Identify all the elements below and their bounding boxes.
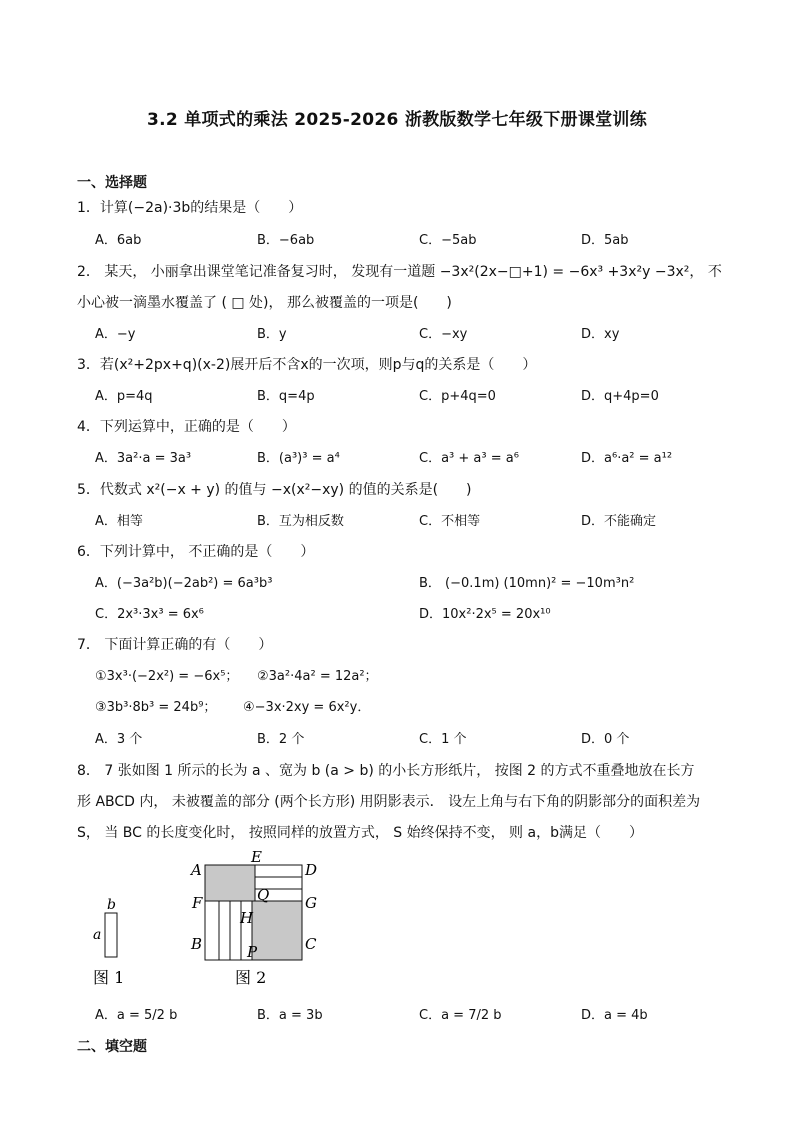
q7-option-b[interactable]: B．2 个 (257, 732, 305, 747)
question-7-items-row-1 (95, 665, 775, 685)
question-4: 4．下列运算中，正确的是（ ） (77, 419, 296, 435)
question-8-options (95, 1004, 775, 1024)
q8-option-c[interactable]: C．a = 7/2 b (419, 1008, 502, 1023)
q1-option-d[interactable]: D．5ab (581, 233, 629, 248)
question-6-options-row-2 (95, 603, 775, 623)
fig1-label-a: a (93, 927, 102, 943)
fig2-label-b: B (191, 935, 203, 953)
q2-option-a[interactable]: A．−y (95, 327, 136, 342)
question-5: 5．代数式 x²(−x + y) 的值与 −x(x²−xy) 的值的关系是( ) (77, 482, 472, 498)
question-7: 7． 下面计算正确的有（ ） (77, 637, 273, 653)
section-heading-fill-blank: 二、填空题 (77, 1039, 147, 1055)
q6-option-b[interactable]: B． (−0.1m) (10mn)² = −10m³n² (419, 576, 635, 591)
q7-item-4: ④−3x·2xy = 6x²y． (243, 700, 371, 715)
fig2-label-e: E (251, 848, 262, 866)
q8-option-a[interactable]: A．a = 5/2 b (95, 1008, 178, 1023)
fig2-label-d: D (305, 861, 318, 879)
q7-item-3: ③3b³·8b³ = 24b⁹； (95, 700, 217, 715)
q5-option-d[interactable]: D．不能确定 (581, 514, 657, 529)
fig2-label-p: P (247, 943, 258, 961)
fig2-shade-bottom-right (252, 901, 302, 960)
fig1-label-b: b (107, 897, 116, 913)
question-2-line-1: 2． 某天， 小丽拿出课堂笔记准备复习时， 发现有一道题 −3x²(2x−□+1) = −6x³ +3x²y −3x²， 不 (77, 264, 722, 280)
q7-option-a[interactable]: A．3 个 (95, 732, 143, 747)
question-8-line-3: S， 当 BC 的长度变化时， 按照同样的放置方式， S 始终保持不变， 则 a，b满足（ ） (77, 825, 643, 841)
q4-option-d[interactable]: D．a⁶·a² = a¹² (581, 451, 673, 466)
question-8-line-1: 8． 7 张如图 1 所示的长为 a 、宽为 b (a > b) 的小长方形纸片， 按图 2 的方式不重叠地放在长方 (77, 763, 695, 779)
question-6-options-row-1 (95, 572, 775, 592)
q3-option-c[interactable]: C．p+4q=0 (419, 389, 496, 404)
q8-option-d[interactable]: D．a = 4b (581, 1008, 648, 1023)
q3-option-d[interactable]: D．q+4p=0 (581, 389, 659, 404)
fig2-label-q: Q (257, 886, 270, 904)
fig2-label-a: A (191, 861, 202, 879)
q5-option-c[interactable]: C．不相等 (419, 514, 481, 529)
question-4-options (95, 447, 775, 467)
question-6: 6．下列计算中， 不正确的是（ ） (77, 544, 315, 560)
question-1-options (95, 229, 775, 249)
q5-option-b[interactable]: B．互为相反数 (257, 514, 344, 529)
q2-option-b[interactable]: B．y (257, 327, 287, 342)
question-2-line-2: 小心被一滴墨水覆盖了 ( □ 处)， 那么被覆盖的一项是( ) (77, 295, 452, 311)
q3-option-a[interactable]: A．p=4q (95, 389, 153, 404)
section-heading-choice: 一、选择题 (77, 175, 147, 191)
q7-item-1: ①3x³·(−2x²) = −6x⁵； (95, 669, 239, 684)
q2-option-d[interactable]: D．xy (581, 327, 620, 342)
q1-option-c[interactable]: C．−5ab (419, 233, 477, 248)
fig2-label-c: C (305, 935, 317, 953)
fig2-label-h: H (240, 909, 254, 927)
question-2-options (95, 323, 775, 343)
q1-option-a[interactable]: A．6ab (95, 233, 142, 248)
question-7-options (95, 728, 775, 748)
fig1-small-rectangle (105, 913, 117, 957)
q8-option-b[interactable]: B．a = 3b (257, 1008, 323, 1023)
q4-option-b[interactable]: B．(a³)³ = a⁴ (257, 451, 340, 466)
fig2-label-f: F (192, 894, 203, 912)
question-8-line-2: 形 ABCD 内， 未被覆盖的部分 (两个长方形) 用阴影表示． 设左上角与右下角的阴影部分的面积差为 (77, 794, 701, 810)
q5-option-a[interactable]: A．相等 (95, 514, 143, 529)
question-3-options (95, 385, 775, 405)
q4-option-a[interactable]: A．3a²·a = 3a³ (95, 451, 192, 466)
fig2-shade-top-left (205, 865, 255, 901)
q4-option-c[interactable]: C．a³ + a³ = a⁶ (419, 451, 519, 466)
fig1-caption: 图 1 (93, 968, 125, 987)
q6-option-c[interactable]: C．2x³·3x³ = 6x⁶ (95, 607, 204, 622)
question-3: 3．若(x²+2px+q)(x-2)展开后不含x的一次项，则p与q的关系是（ ） (77, 357, 537, 373)
q6-option-d[interactable]: D．10x²·2x⁵ = 20x¹⁰ (419, 607, 551, 622)
q3-option-b[interactable]: B．q=4p (257, 389, 315, 404)
question-8-figures (85, 845, 325, 995)
q1-option-b[interactable]: B．−6ab (257, 233, 315, 248)
question-1: 1．计算(−2a)·3b的结果是（ ） (77, 200, 303, 216)
fig2-caption: 图 2 (235, 968, 267, 987)
q7-option-d[interactable]: D．0 个 (581, 732, 630, 747)
q7-option-c[interactable]: C．1 个 (419, 732, 467, 747)
fig2-label-g: G (305, 894, 317, 912)
q6-option-a[interactable]: A．(−3a²b)(−2ab²) = 6a³b³ (95, 576, 273, 591)
q7-item-2: ②3a²·4a² = 12a²； (257, 669, 378, 684)
question-7-items-row-2 (95, 696, 775, 716)
question-5-options (95, 510, 775, 530)
q2-option-c[interactable]: C．−xy (419, 327, 468, 342)
page-title: 3.2 单项式的乘法 2025-2026 浙教版数学七年级下册课堂训练 (146, 110, 648, 130)
